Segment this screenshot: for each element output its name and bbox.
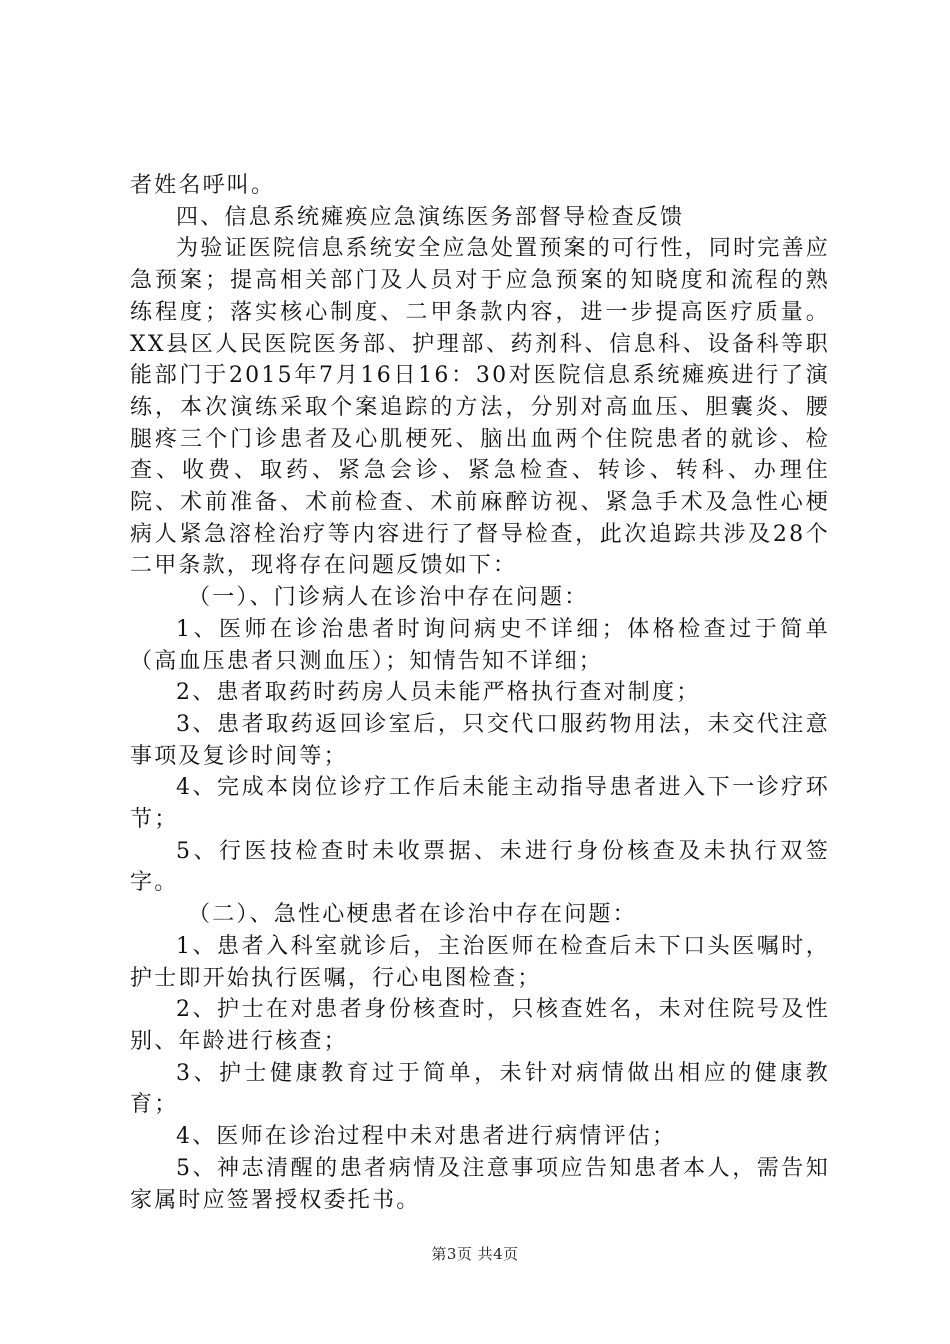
outpatient-item-2: 2、患者取药时药房人员未能严格执行查对制度； [176,680,701,706]
subheading-outpatient: （一）、门诊病人在诊治中存在问题： [188,585,589,611]
subheading-mi: （二）、急性心梗患者在诊治中存在问题： [188,902,637,928]
outpatient-item-1: 1、医师在诊治患者时询问病史不详细；体格检查过于简单（高血压患者只测血压）；知情告知不详细； [130,616,830,674]
mi-item-2: 2、护士在对患者身份核查时，只核查姓名，未对住院号及性别、年龄进行核查； [130,997,830,1054]
mi-item-5: 5、神志清醒的患者病情及注意事项应告知患者本人，需告知家属时应签署授权委托书。 [130,1155,830,1213]
mi-item-4: 4、医师在诊治过程中未对患者进行病情评估； [176,1124,677,1150]
section-heading-four: 四、信息系统瘫痪应急演练医务部督导检查反馈 [176,204,685,230]
page-footer: 第3页 共4页 [431,1245,519,1263]
mi-item-3: 3、护士健康教育过于简单，未针对病情做出相应的健康教育； [130,1060,830,1118]
paragraph-intro: 为验证医院信息系统安全应急处置预案的可行性，同时完善应急预案；提高相关部门及人员对于应急预案的知晓度和流程的熟练程度；落实核心制度、二甲条款内容，进一步提高医疗质量。XX县区人民医院医务部、护理部、药剂科、信息科、设备科等职能部门于2015年7月16日16：30对医院信息系统瘫痪进行了演练，本次演练采取个案追踪的方法，分别对高血压、胆囊炎、腰腿疼三个门诊患者及心肌梗死、脑出血两个住院患者的就诊、检查、收费、取药、紧急会诊、紧急检查、转诊、转科、办理住院、术前准备、术前检查、术前麻醉访视、紧急手术及急性心梗病人紧急溶栓治疗等内容进行了督导检查，此次追踪共涉及28个二甲条款，现将存在问题反馈如下： [130,236,830,579]
paragraph-continuation: 者姓名呼叫。 [130,173,276,198]
mi-item-1: 1、患者入科室就诊后，主治医师在检查后未下口头医嘱时，护士即开始执行医嘱，行心电图检查； [130,933,830,991]
document-body [130,170,830,1216]
outpatient-item-4: 4、完成本岗位诊疗工作后未能主动指导患者进入下一诊疗环节； [130,775,830,833]
outpatient-item-5: 5、行医技检查时未收票据、未进行身份核查及未执行双签字。 [130,838,830,896]
outpatient-item-3: 3、患者取药返回诊室后，只交代口服药物用法，未交代注意事项及复诊时间等； [130,711,830,769]
